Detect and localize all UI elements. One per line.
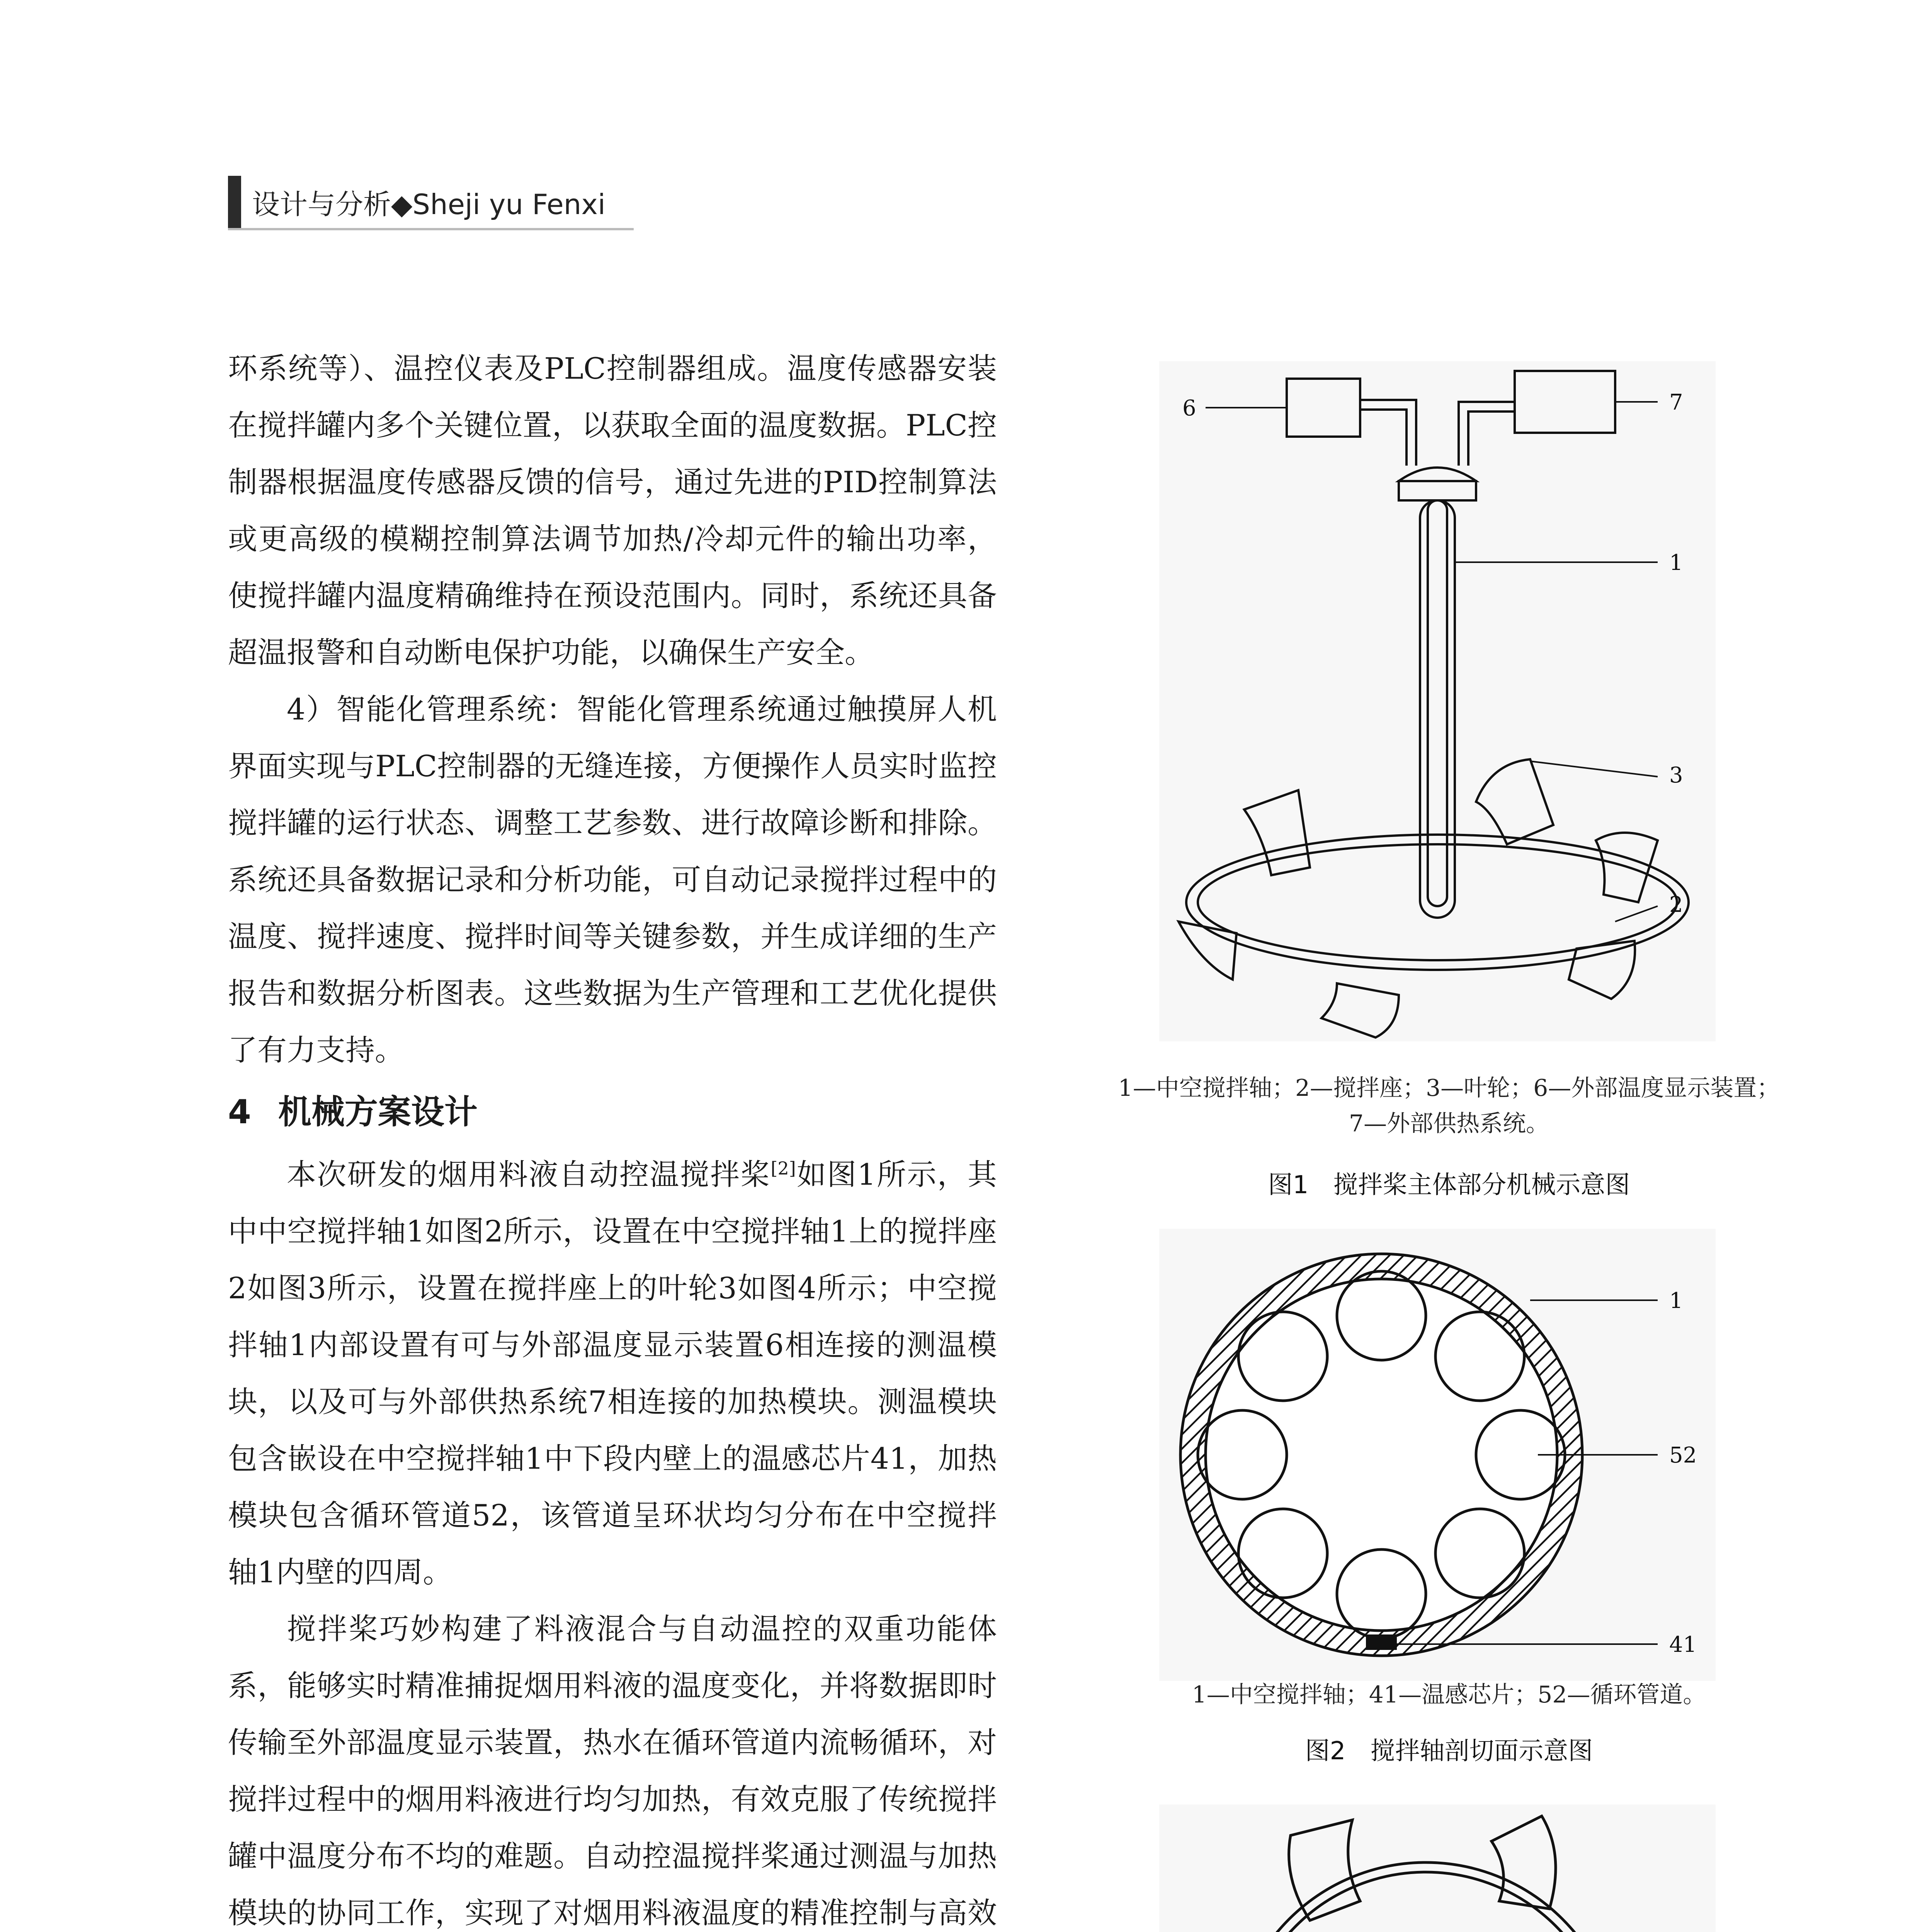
section-title: 机械方案设计	[278, 1093, 478, 1131]
paragraph-4: 搅拌桨巧妙构建了料液混合与自动温控的双重功能体系，能够实时精准捕捉烟用料液的温度变化，并将数据即时传输至外部温度显示装置，热水在循环管道内流畅循环，对搅拌过程中的烟用料液进行均匀加热，有效克服了传统搅拌罐中温度分布不均的难题。自动控温搅拌桨通过测温与加热模块的协同工作，实现了对烟用料液温度的精准控制与高效	[228, 1612, 997, 1930]
figure-1-title: 图1 搅拌桨主体部分机械示意图	[1268, 1171, 1630, 1199]
figure-2-drawing	[1159, 1229, 1716, 1681]
header-bar	[228, 176, 241, 228]
header-rule	[228, 228, 634, 230]
figure-2	[1159, 1229, 1716, 1681]
figure-1	[1159, 361, 1716, 1041]
figure-1-drawing	[1159, 361, 1716, 1041]
figure-1-legend-line-1: 1—中空搅拌轴；2—搅拌座；3—叶轮；6—外部温度显示装置；	[1118, 1075, 1780, 1102]
figure-1-legend-line-2: 7—外部供热系统。	[1349, 1110, 1549, 1137]
header-section-label: 设计与分析◆Sheji yu Fenxi	[252, 188, 606, 221]
paragraph-2: 4）智能化管理系统：智能化管理系统通过触摸屏人机界面实现与PLC控制器的无缝连接，方便操作人员实时监控搅拌罐的运行状态、调整工艺参数、进行故障诊断和排除。系统还具备数据记录和分析功能，可自动记录搅拌过程中的温度、搅拌速度、搅拌时间等关键参数，并生成详细的生产报告和数据分析图表。这些数据为生产管理和工艺优化提供了有力支持。	[228, 692, 997, 1067]
figure-1-legend	[1043, 1070, 1855, 1141]
fig1-label-6: 6	[1182, 396, 1196, 421]
fig1-label-1: 1	[1669, 550, 1683, 575]
figure-2-title: 图2 搅拌轴剖切面示意图	[1305, 1737, 1593, 1765]
fig2-label-1: 1	[1669, 1288, 1683, 1313]
paragraph-3	[228, 1146, 997, 1600]
section-heading	[228, 1078, 997, 1146]
figure-3-drawing	[1159, 1804, 1716, 1932]
fig1-label-3: 3	[1669, 763, 1683, 788]
paragraph-3-start: 本次研发的烟用料液自动控温搅拌桨	[287, 1157, 771, 1192]
fig1-label-2: 2	[1669, 892, 1683, 917]
body-column	[228, 340, 997, 1932]
fig2-label-41: 41	[1669, 1632, 1697, 1657]
paragraph-3-rest: 如图1所示，其中中空搅拌轴1如图2所示，设置在中空搅拌轴1上的搅拌座2如图3所示，设置在搅拌座上的叶轮3如图4所示；中空搅拌轴1内部设置有可与外部温度显示装置6相连接的测温模块，以及可与外部供热系统7相连接的加热模块。测温模块包含嵌设在中空搅拌轴1中下段内壁上的温感芯片41，加热模块包含循环管道52，该管道呈环状均匀分布在中空搅拌轴1内壁的四周。	[228, 1157, 997, 1589]
running-header	[228, 176, 605, 228]
heating-system-box	[1515, 371, 1615, 433]
fig2-label-52: 52	[1669, 1443, 1697, 1468]
fig1-label-7: 7	[1669, 390, 1683, 415]
figure-3	[1159, 1804, 1716, 1932]
temperature-display-box	[1287, 379, 1360, 437]
section-number: 4	[228, 1093, 251, 1131]
paragraph-1: 环系统等）、温控仪表及PLC控制器组成。温度传感器安装在搅拌罐内多个关键位置，以获取全面的温度数据。PLC控制器根据温度传感器反馈的信号，通过先进的PID控制算法或更高级的模糊控制算法调节加热/冷却元件的输出功率，使搅拌罐内温度精确维持在预设范围内。同时，系统还具备超温报警和自动断电保护功能，以确保生产安全。	[228, 351, 997, 670]
figure-2-legend: 1—中空搅拌轴；41—温感芯片；52—循环管道。	[1192, 1681, 1706, 1708]
citation: [2]	[770, 1158, 796, 1179]
